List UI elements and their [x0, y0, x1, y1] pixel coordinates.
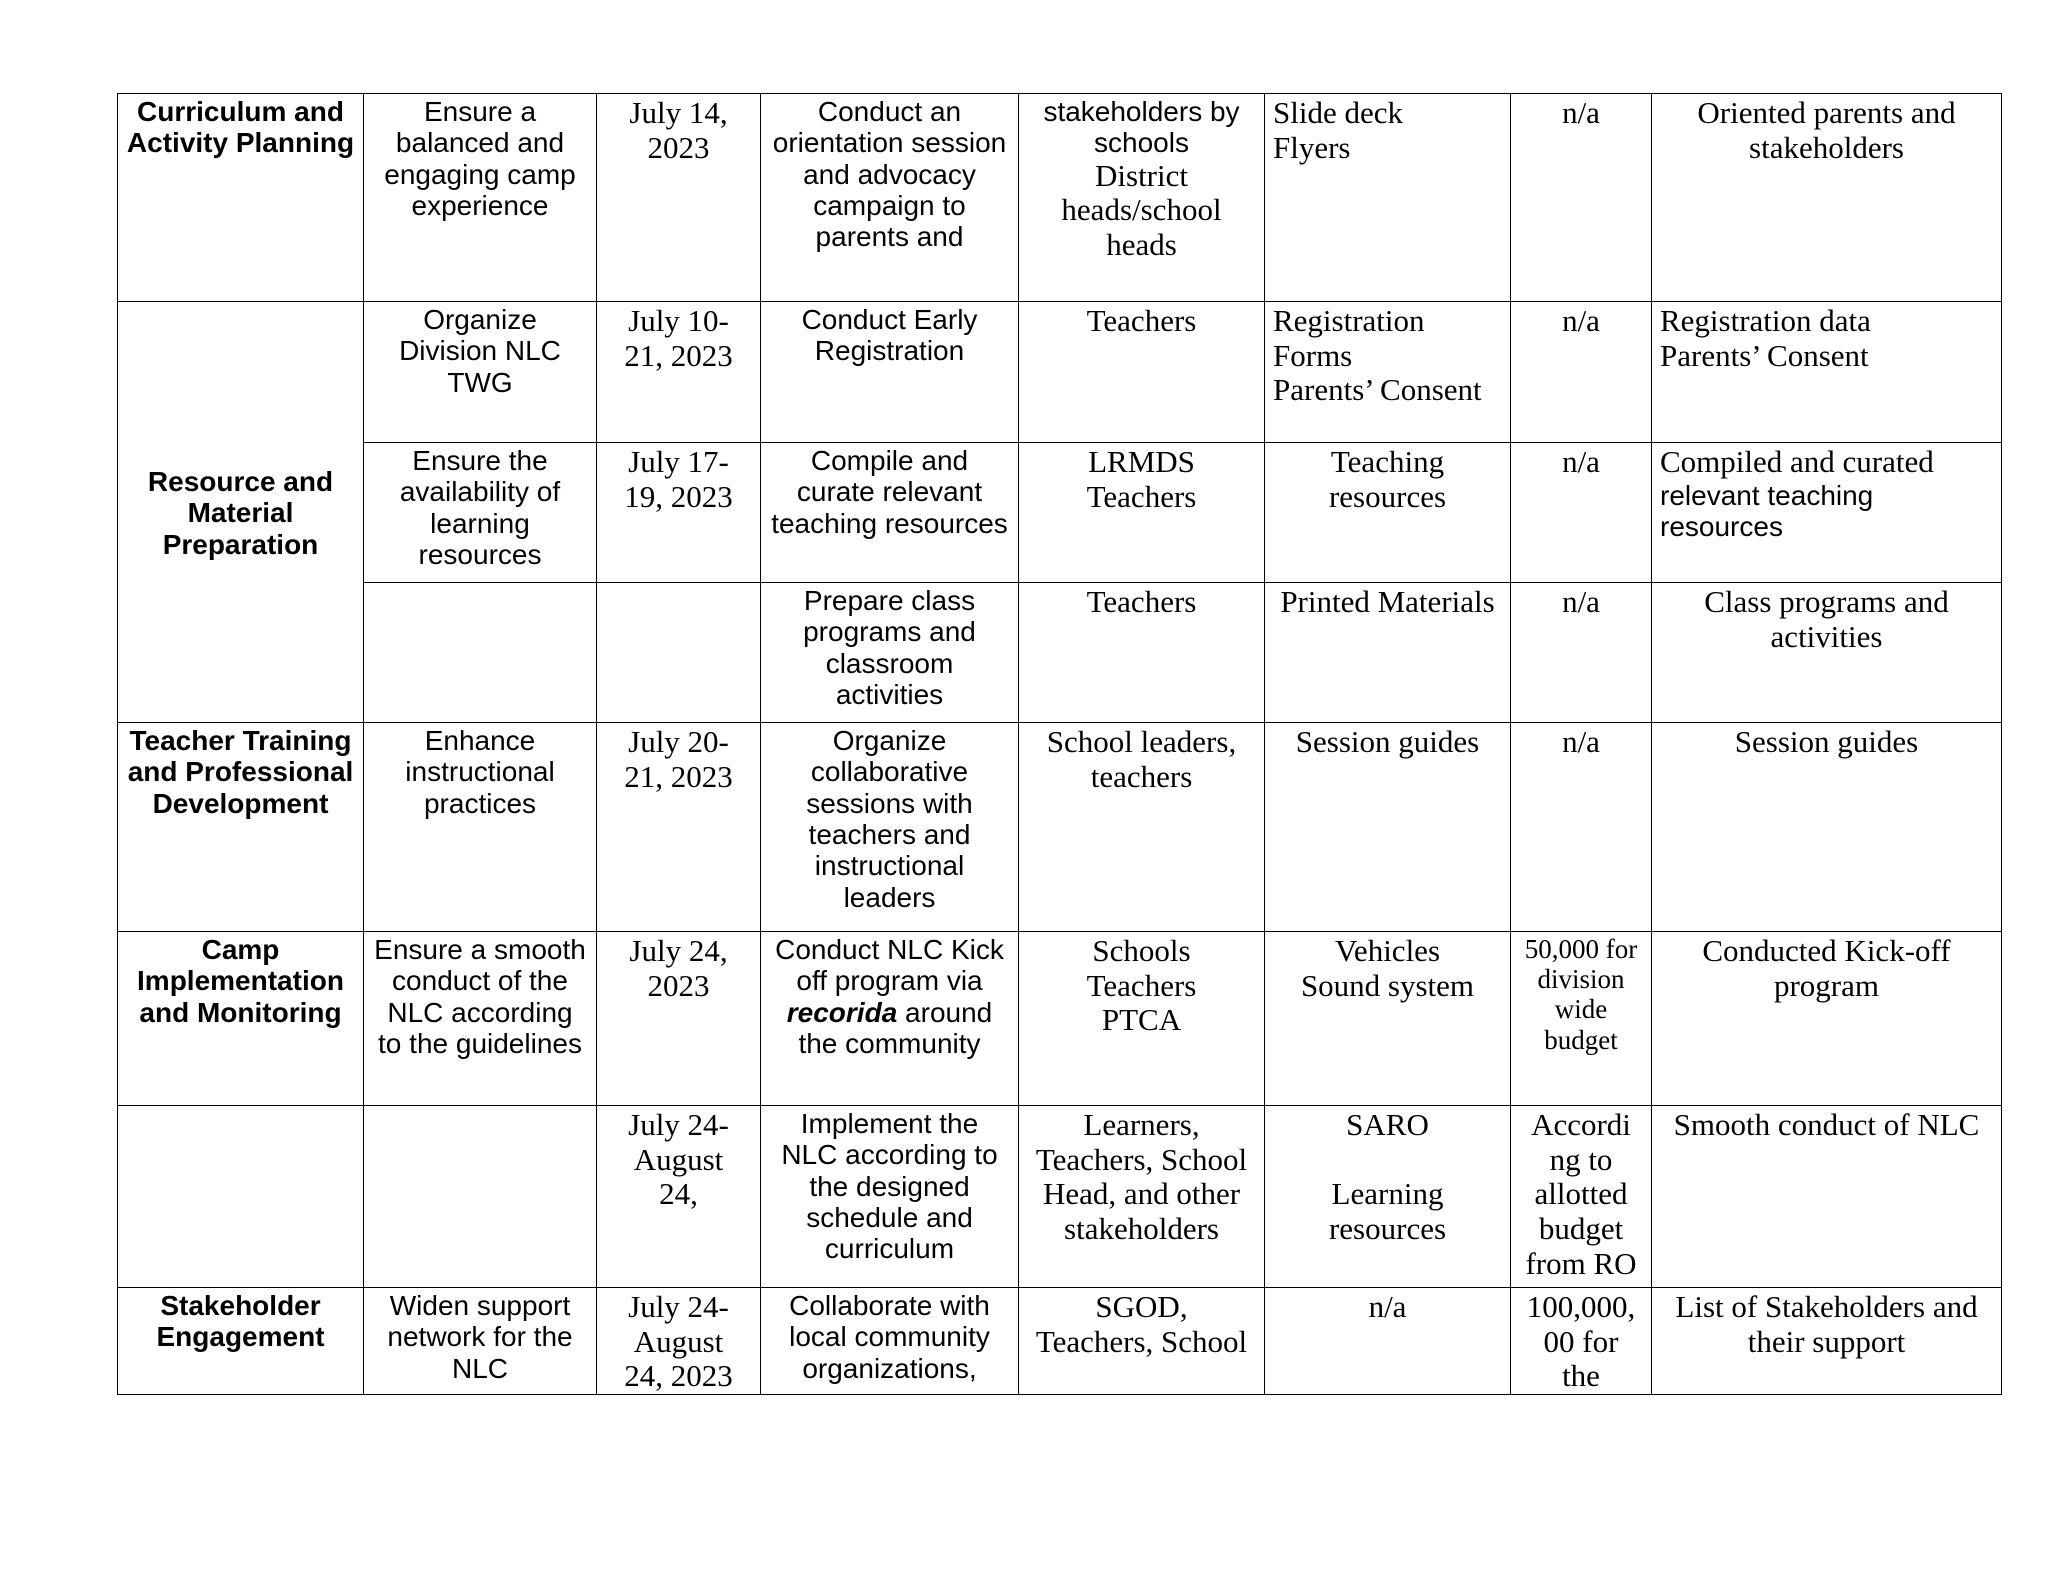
- activity-text: Conduct NLC Kick off program via: [775, 934, 1004, 997]
- activity-cell: Collaborate with local community organizations,: [761, 1288, 1019, 1395]
- persons-cell: Learners, Teachers, School Head, and other stakeholders: [1019, 1106, 1265, 1288]
- objective-cell: [364, 1106, 597, 1288]
- persons-serif-text: District heads/school heads: [1061, 157, 1222, 263]
- activity-cell: Organize collaborative sessions with teachers and instructional leaders: [761, 723, 1019, 932]
- output-sans-text: relevant teaching resources: [1660, 479, 1874, 543]
- date-cell: July 14, 2023: [597, 94, 761, 302]
- table-row: [118, 94, 2002, 302]
- activity-italic-text: recorida: [786, 996, 898, 1028]
- table-row: [118, 583, 2002, 723]
- area-cell: [118, 1106, 364, 1288]
- activity-text-end: around the community: [798, 996, 993, 1060]
- budget-cell: n/a: [1511, 94, 1652, 302]
- date-cell: July 20- 21, 2023: [597, 723, 761, 932]
- objective-cell: Ensure a balanced and engaging camp experience: [364, 94, 597, 302]
- table-row: [118, 302, 2002, 443]
- area-cell: Teacher Training and Professional Development: [118, 723, 364, 932]
- area-cell: Stakeholder Engagement: [118, 1288, 364, 1395]
- resources-cell: Registration Forms Parents’ Consent: [1265, 302, 1511, 443]
- output-cell: Smooth conduct of NLC: [1652, 1106, 2002, 1288]
- persons-cell: School leaders, teachers: [1019, 723, 1265, 932]
- activity-cell: Prepare class programs and classroom activities: [761, 583, 1019, 723]
- budget-cell: n/a: [1511, 443, 1652, 583]
- date-cell: [597, 583, 761, 723]
- date-cell: July 24, 2023: [597, 932, 761, 1106]
- activity-cell: Conduct an orientation session and advocacy campaign to parents and: [761, 94, 1019, 302]
- budget-cell: Accordi ng to allotted budget from RO: [1511, 1106, 1652, 1288]
- area-cell: Curriculum and Activity Planning: [118, 94, 364, 302]
- output-cell: Registration data Parents’ Consent: [1652, 302, 2002, 443]
- date-cell: July 24- August 24, 2023: [597, 1288, 761, 1395]
- output-cell: Session guides: [1652, 723, 2002, 932]
- resources-cell: n/a: [1265, 1288, 1511, 1395]
- budget-cell: n/a: [1511, 723, 1652, 932]
- persons-cell: LRMDS Teachers: [1019, 443, 1265, 583]
- area-cell: Resource and Material Preparation: [118, 302, 364, 723]
- resources-cell: Printed Materials: [1265, 583, 1511, 723]
- output-cell: Class programs and activities: [1652, 583, 2002, 723]
- output-cell: [1652, 443, 2002, 583]
- table-row: [118, 443, 2002, 583]
- resources-cell: Vehicles Sound system: [1265, 932, 1511, 1106]
- objective-cell: Widen support network for the NLC: [364, 1288, 597, 1395]
- table-row: [118, 723, 2002, 932]
- activity-cell: Compile and curate relevant teaching resources: [761, 443, 1019, 583]
- persons-cell: Teachers: [1019, 583, 1265, 723]
- date-cell: July 24- August 24,: [597, 1106, 761, 1288]
- persons-cell: Schools Teachers PTCA: [1019, 932, 1265, 1106]
- objective-cell: Organize Division NLC TWG: [364, 302, 597, 443]
- table-row: [118, 932, 2002, 1106]
- date-cell: July 17- 19, 2023: [597, 443, 761, 583]
- objective-cell: Ensure the availability of learning resources: [364, 443, 597, 583]
- resources-cell: Slide deck Flyers: [1265, 94, 1511, 302]
- table-row: [118, 1288, 2002, 1395]
- persons-cell: Teachers: [1019, 302, 1265, 443]
- activity-cell: Conduct Early Registration: [761, 302, 1019, 443]
- objective-cell: Ensure a smooth conduct of the NLC according to the guidelines: [364, 932, 597, 1106]
- activity-cell: [761, 932, 1019, 1106]
- resources-cell: Session guides: [1265, 723, 1511, 932]
- resources-cell: SARO Learning resources: [1265, 1106, 1511, 1288]
- persons-cell: SGOD, Teachers, School: [1019, 1288, 1265, 1395]
- persons-sans-text: stakeholders by schools: [1043, 96, 1240, 159]
- objective-cell: Enhance instructional practices: [364, 723, 597, 932]
- table-row: [118, 1106, 2002, 1288]
- output-cell: Oriented parents and stakeholders: [1652, 94, 2002, 302]
- objective-cell: [364, 583, 597, 723]
- budget-cell: 100,000, 00 for the: [1511, 1288, 1652, 1395]
- budget-cell: 50,000 for division wide budget: [1511, 932, 1652, 1106]
- output-serif-text: Compiled and curated: [1660, 444, 1934, 479]
- date-cell: July 10- 21, 2023: [597, 302, 761, 443]
- area-cell: Camp Implementation and Monitoring: [118, 932, 364, 1106]
- action-plan-table: [117, 93, 2002, 1395]
- persons-cell: [1019, 94, 1265, 302]
- activity-cell: Implement the NLC according to the designed schedule and curriculum: [761, 1106, 1019, 1288]
- resources-cell: Teaching resources: [1265, 443, 1511, 583]
- budget-cell: n/a: [1511, 583, 1652, 723]
- budget-cell: n/a: [1511, 302, 1652, 443]
- output-cell: Conducted Kick-off program: [1652, 932, 2002, 1106]
- output-cell: List of Stakeholders and their support: [1652, 1288, 2002, 1395]
